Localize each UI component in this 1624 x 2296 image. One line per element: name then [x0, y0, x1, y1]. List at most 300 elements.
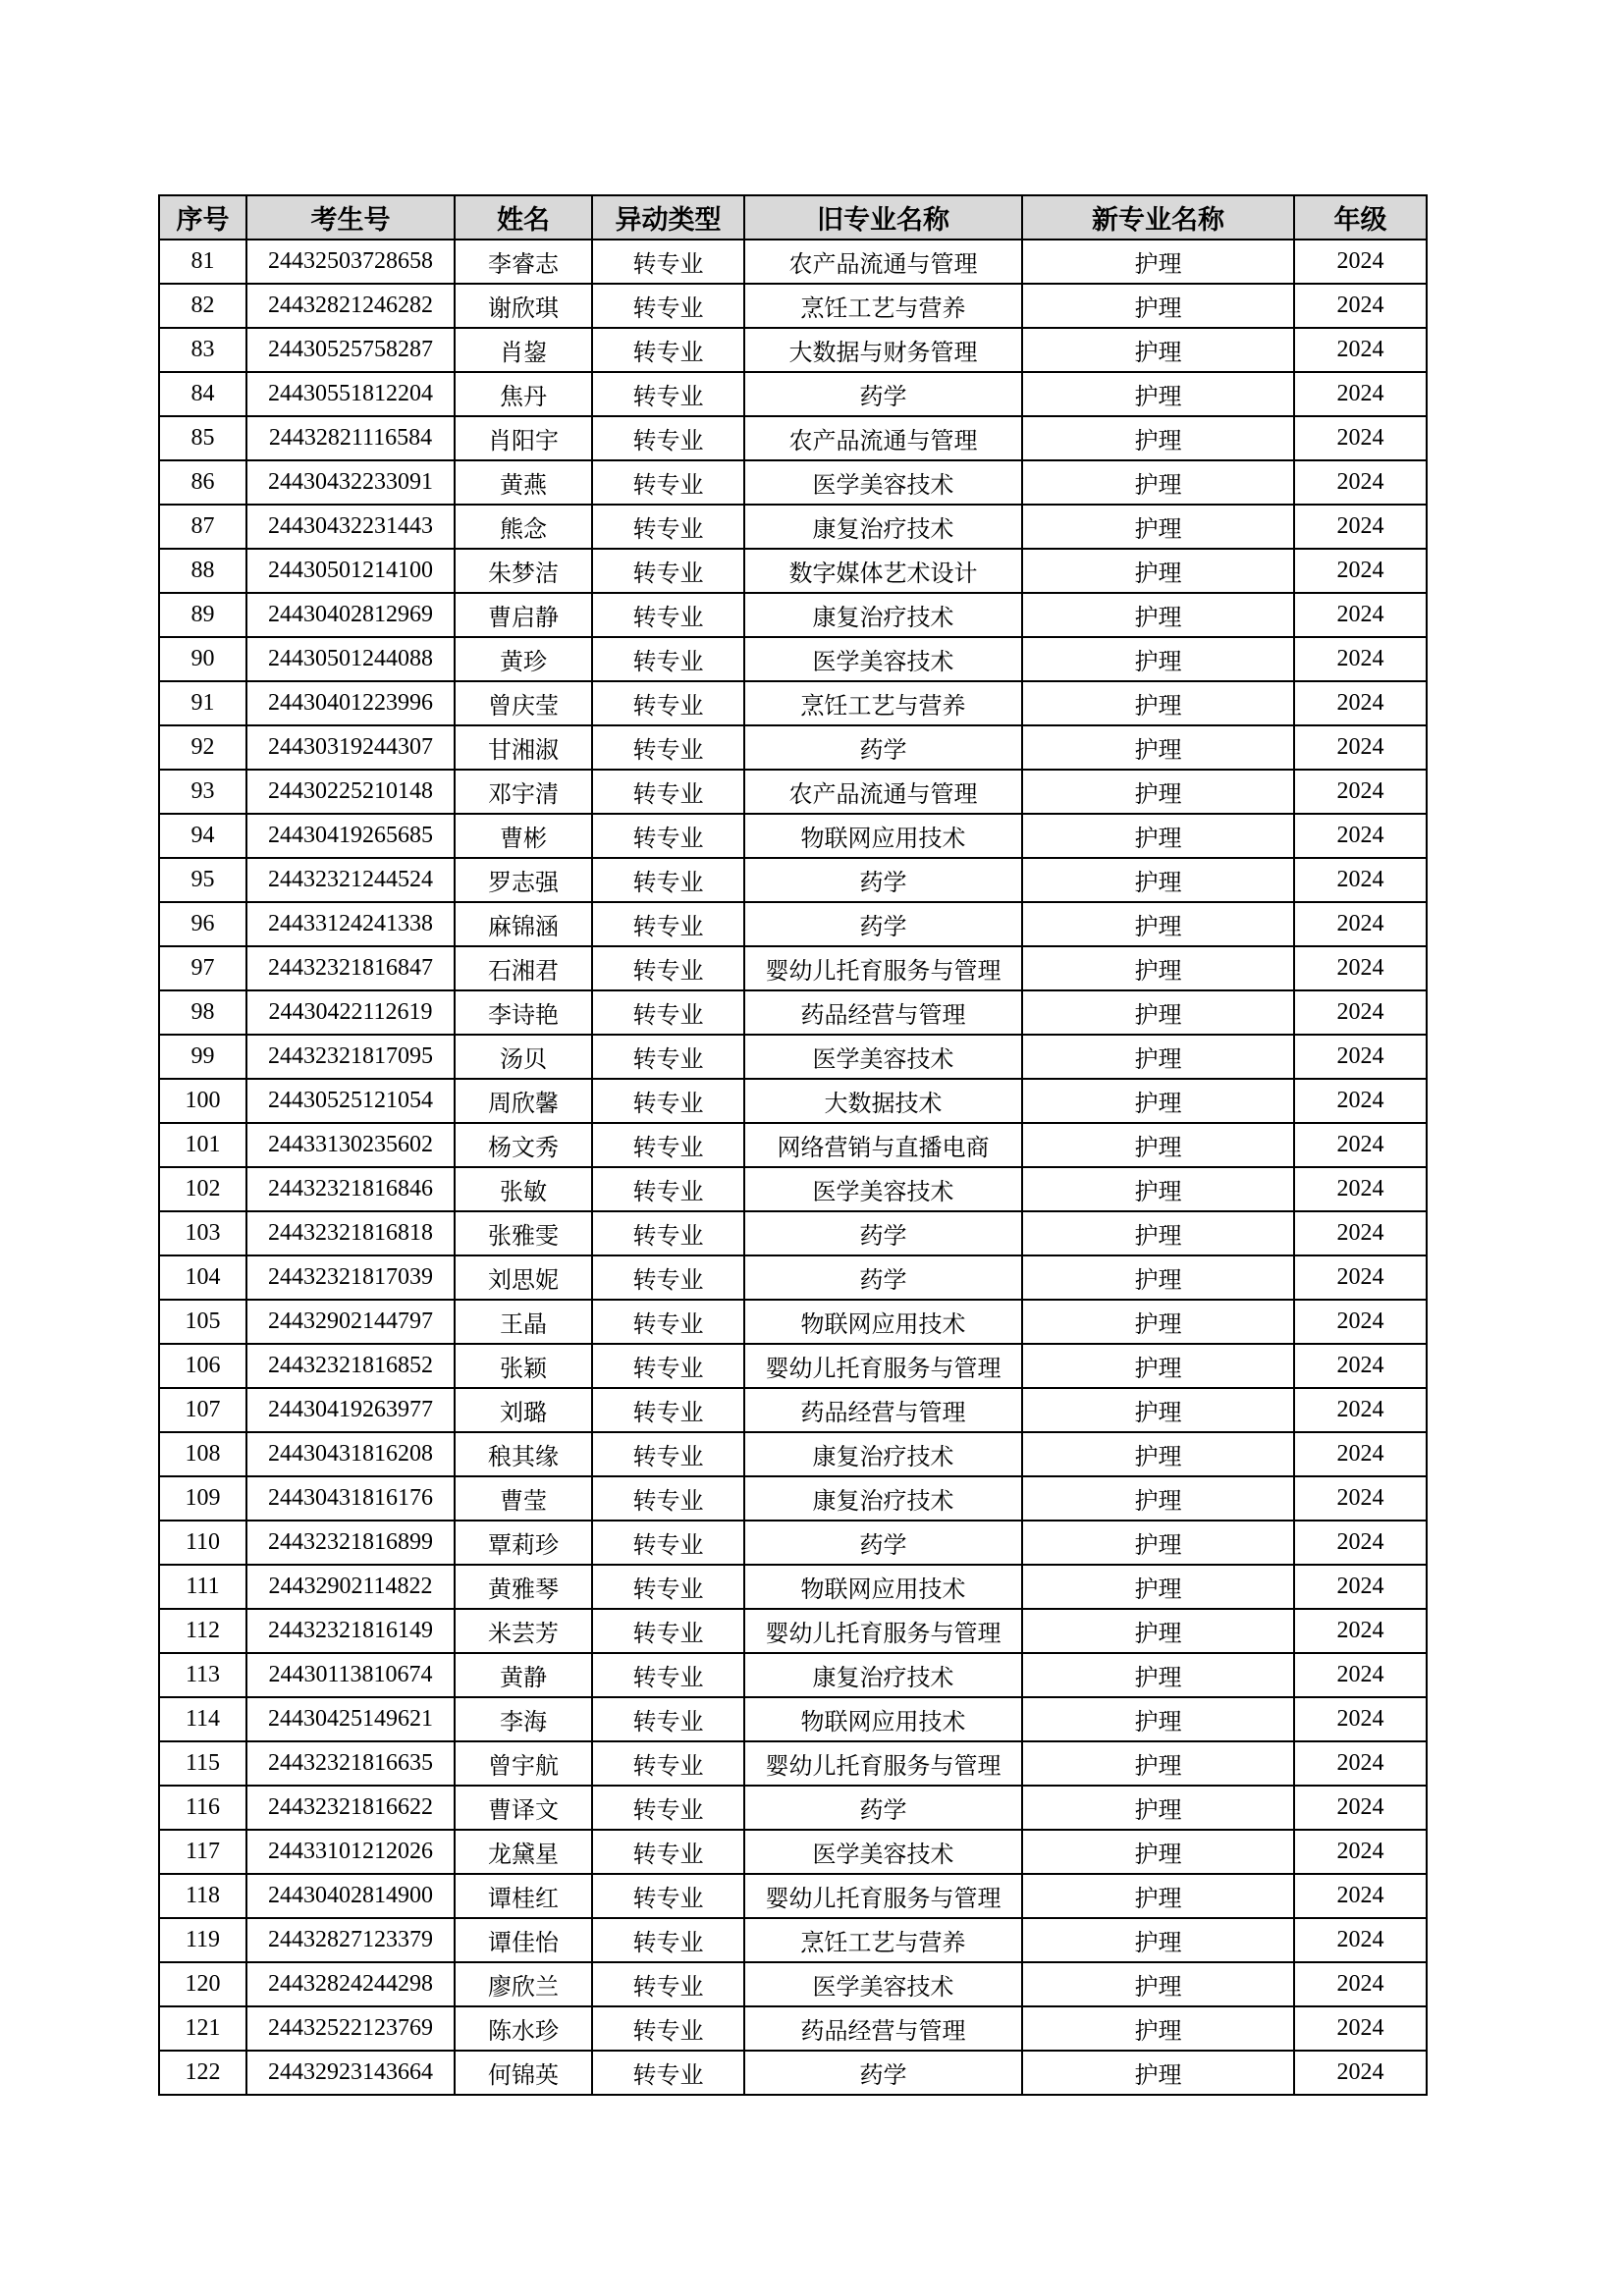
cell-name: 曾庆莹 [455, 681, 592, 725]
cell-old-major: 农产品流通与管理 [744, 240, 1022, 284]
cell-old-major: 农产品流通与管理 [744, 416, 1022, 460]
table-row [159, 1035, 1427, 1079]
cell-name: 王晶 [455, 1300, 592, 1344]
cell-new-major: 护理 [1022, 1653, 1294, 1697]
table-row [159, 1918, 1427, 1962]
cell-name: 曹莹 [455, 1476, 592, 1521]
cell-name: 李诗艳 [455, 990, 592, 1035]
cell-exam-id: 24432321244524 [246, 858, 455, 902]
table-row [159, 416, 1427, 460]
cell-exam-id: 24430432233091 [246, 460, 455, 505]
cell-name: 朱梦洁 [455, 549, 592, 593]
cell-index: 98 [159, 990, 246, 1035]
table-row [159, 637, 1427, 681]
cell-old-major: 康复治疗技术 [744, 1432, 1022, 1476]
table-row [159, 549, 1427, 593]
cell-grade: 2024 [1294, 549, 1427, 593]
table-row [159, 1300, 1427, 1344]
cell-grade: 2024 [1294, 637, 1427, 681]
cell-new-major: 护理 [1022, 1962, 1294, 2006]
table-row [159, 1697, 1427, 1741]
cell-exam-id: 24430402812969 [246, 593, 455, 637]
table-row [159, 240, 1427, 284]
cell-exam-id: 24430425149621 [246, 1697, 455, 1741]
table-row [159, 681, 1427, 725]
cell-new-major: 护理 [1022, 1123, 1294, 1167]
cell-old-major: 药学 [744, 1786, 1022, 1830]
cell-old-major: 物联网应用技术 [744, 1697, 1022, 1741]
cell-old-major: 药学 [744, 902, 1022, 946]
cell-old-major: 婴幼儿托育服务与管理 [744, 946, 1022, 990]
cell-index: 94 [159, 814, 246, 858]
cell-old-major: 物联网应用技术 [744, 814, 1022, 858]
cell-old-major: 药学 [744, 858, 1022, 902]
cell-change-type: 转专业 [592, 1476, 744, 1521]
table-row [159, 990, 1427, 1035]
cell-change-type: 转专业 [592, 505, 744, 549]
cell-grade: 2024 [1294, 770, 1427, 814]
cell-name: 米芸芳 [455, 1609, 592, 1653]
cell-grade: 2024 [1294, 1167, 1427, 1211]
table-row [159, 1388, 1427, 1432]
cell-old-major: 婴幼儿托育服务与管理 [744, 1741, 1022, 1786]
cell-name: 周欣馨 [455, 1079, 592, 1123]
cell-name: 谭佳怡 [455, 1918, 592, 1962]
cell-index: 89 [159, 593, 246, 637]
cell-grade: 2024 [1294, 1741, 1427, 1786]
cell-exam-id: 24432902114822 [246, 1565, 455, 1609]
cell-old-major: 医学美容技术 [744, 1962, 1022, 2006]
cell-old-major: 药学 [744, 1211, 1022, 1255]
cell-index: 102 [159, 1167, 246, 1211]
cell-new-major: 护理 [1022, 1609, 1294, 1653]
cell-change-type: 转专业 [592, 2051, 744, 2095]
cell-exam-id: 24430422112619 [246, 990, 455, 1035]
cell-index: 113 [159, 1653, 246, 1697]
cell-grade: 2024 [1294, 1211, 1427, 1255]
cell-exam-id: 24430525758287 [246, 328, 455, 372]
cell-exam-id: 24432321816847 [246, 946, 455, 990]
cell-index: 103 [159, 1211, 246, 1255]
cell-new-major: 护理 [1022, 416, 1294, 460]
cell-index: 107 [159, 1388, 246, 1432]
cell-exam-id: 24432824244298 [246, 1962, 455, 2006]
cell-old-major: 医学美容技术 [744, 637, 1022, 681]
cell-exam-id: 24430402814900 [246, 1874, 455, 1918]
header-row [159, 195, 1427, 240]
cell-old-major: 物联网应用技术 [744, 1565, 1022, 1609]
cell-change-type: 转专业 [592, 416, 744, 460]
cell-exam-id: 24433124241338 [246, 902, 455, 946]
cell-exam-id: 24430419265685 [246, 814, 455, 858]
cell-name: 熊念 [455, 505, 592, 549]
cell-grade: 2024 [1294, 1918, 1427, 1962]
cell-exam-id: 24432321816635 [246, 1741, 455, 1786]
cell-new-major: 护理 [1022, 1565, 1294, 1609]
cell-exam-id: 24432503728658 [246, 240, 455, 284]
cell-index: 111 [159, 1565, 246, 1609]
cell-change-type: 转专业 [592, 460, 744, 505]
cell-grade: 2024 [1294, 1476, 1427, 1521]
cell-new-major: 护理 [1022, 1874, 1294, 1918]
cell-index: 114 [159, 1697, 246, 1741]
cell-new-major: 护理 [1022, 1079, 1294, 1123]
table-row [159, 328, 1427, 372]
cell-grade: 2024 [1294, 1344, 1427, 1388]
table-row [159, 1079, 1427, 1123]
cell-index: 82 [159, 284, 246, 328]
cell-old-major: 康复治疗技术 [744, 1476, 1022, 1521]
cell-new-major: 护理 [1022, 1521, 1294, 1565]
cell-name: 曹译文 [455, 1786, 592, 1830]
cell-name: 黄燕 [455, 460, 592, 505]
cell-new-major: 护理 [1022, 1035, 1294, 1079]
table-row [159, 1653, 1427, 1697]
cell-exam-id: 24430432231443 [246, 505, 455, 549]
cell-name: 稂其缘 [455, 1432, 592, 1476]
table-row [159, 1874, 1427, 1918]
cell-change-type: 转专业 [592, 549, 744, 593]
cell-name: 黄静 [455, 1653, 592, 1697]
cell-index: 86 [159, 460, 246, 505]
col-header-new-major: 新专业名称 [1022, 195, 1294, 240]
cell-grade: 2024 [1294, 902, 1427, 946]
cell-old-major: 医学美容技术 [744, 1167, 1022, 1211]
cell-new-major: 护理 [1022, 1211, 1294, 1255]
cell-name: 李睿志 [455, 240, 592, 284]
col-header-exam-id: 考生号 [246, 195, 455, 240]
cell-change-type: 转专业 [592, 1432, 744, 1476]
cell-old-major: 医学美容技术 [744, 460, 1022, 505]
cell-index: 121 [159, 2006, 246, 2051]
table-row [159, 1255, 1427, 1300]
cell-old-major: 大数据与财务管理 [744, 328, 1022, 372]
cell-name: 廖欣兰 [455, 1962, 592, 2006]
cell-new-major: 护理 [1022, 770, 1294, 814]
cell-index: 120 [159, 1962, 246, 2006]
cell-grade: 2024 [1294, 681, 1427, 725]
cell-grade: 2024 [1294, 328, 1427, 372]
cell-new-major: 护理 [1022, 1918, 1294, 1962]
cell-old-major: 康复治疗技术 [744, 1653, 1022, 1697]
cell-change-type: 转专业 [592, 284, 744, 328]
cell-exam-id: 24432827123379 [246, 1918, 455, 1962]
cell-change-type: 转专业 [592, 1962, 744, 2006]
table-row [159, 460, 1427, 505]
cell-old-major: 药学 [744, 1255, 1022, 1300]
cell-exam-id: 24430431816208 [246, 1432, 455, 1476]
cell-old-major: 药学 [744, 725, 1022, 770]
cell-change-type: 转专业 [592, 1521, 744, 1565]
cell-index: 119 [159, 1918, 246, 1962]
cell-grade: 2024 [1294, 858, 1427, 902]
cell-name: 陈水珍 [455, 2006, 592, 2051]
cell-change-type: 转专业 [592, 1697, 744, 1741]
col-header-name: 姓名 [455, 195, 592, 240]
cell-exam-id: 24430419263977 [246, 1388, 455, 1432]
cell-new-major: 护理 [1022, 681, 1294, 725]
cell-change-type: 转专业 [592, 814, 744, 858]
cell-grade: 2024 [1294, 1079, 1427, 1123]
cell-change-type: 转专业 [592, 1300, 744, 1344]
cell-old-major: 婴幼儿托育服务与管理 [744, 1874, 1022, 1918]
cell-change-type: 转专业 [592, 1167, 744, 1211]
cell-change-type: 转专业 [592, 1344, 744, 1388]
table-row [159, 1123, 1427, 1167]
cell-grade: 2024 [1294, 1521, 1427, 1565]
cell-change-type: 转专业 [592, 770, 744, 814]
cell-exam-id: 24433101212026 [246, 1830, 455, 1874]
cell-index: 116 [159, 1786, 246, 1830]
cell-new-major: 护理 [1022, 902, 1294, 946]
cell-exam-id: 24430551812204 [246, 372, 455, 416]
cell-old-major: 烹饪工艺与营养 [744, 681, 1022, 725]
cell-change-type: 转专业 [592, 1609, 744, 1653]
cell-old-major: 烹饪工艺与营养 [744, 284, 1022, 328]
cell-new-major: 护理 [1022, 549, 1294, 593]
cell-name: 谭桂红 [455, 1874, 592, 1918]
cell-index: 108 [159, 1432, 246, 1476]
cell-new-major: 护理 [1022, 1167, 1294, 1211]
cell-name: 肖阳宇 [455, 416, 592, 460]
cell-index: 100 [159, 1079, 246, 1123]
cell-new-major: 护理 [1022, 858, 1294, 902]
cell-grade: 2024 [1294, 1565, 1427, 1609]
cell-change-type: 转专业 [592, 1211, 744, 1255]
cell-new-major: 护理 [1022, 946, 1294, 990]
cell-index: 88 [159, 549, 246, 593]
cell-exam-id: 24432321816818 [246, 1211, 455, 1255]
cell-change-type: 转专业 [592, 1035, 744, 1079]
cell-grade: 2024 [1294, 1388, 1427, 1432]
cell-index: 84 [159, 372, 246, 416]
table-row [159, 858, 1427, 902]
cell-change-type: 转专业 [592, 902, 744, 946]
cell-index: 97 [159, 946, 246, 990]
cell-new-major: 护理 [1022, 990, 1294, 1035]
cell-exam-id: 24432821116584 [246, 416, 455, 460]
cell-exam-id: 24432321816899 [246, 1521, 455, 1565]
cell-old-major: 网络营销与直播电商 [744, 1123, 1022, 1167]
table-row [159, 725, 1427, 770]
cell-index: 112 [159, 1609, 246, 1653]
table-row [159, 1609, 1427, 1653]
cell-change-type: 转专业 [592, 1786, 744, 1830]
cell-change-type: 转专业 [592, 637, 744, 681]
cell-index: 81 [159, 240, 246, 284]
cell-name: 麻锦涵 [455, 902, 592, 946]
table-row [159, 372, 1427, 416]
col-header-index: 序号 [159, 195, 246, 240]
cell-grade: 2024 [1294, 1609, 1427, 1653]
cell-name: 刘璐 [455, 1388, 592, 1432]
table-row [159, 902, 1427, 946]
cell-name: 龙黛星 [455, 1830, 592, 1874]
cell-index: 92 [159, 725, 246, 770]
cell-grade: 2024 [1294, 416, 1427, 460]
cell-change-type: 转专业 [592, 725, 744, 770]
cell-new-major: 护理 [1022, 725, 1294, 770]
cell-exam-id: 24430525121054 [246, 1079, 455, 1123]
cell-name: 刘思妮 [455, 1255, 592, 1300]
cell-old-major: 康复治疗技术 [744, 505, 1022, 549]
table-row [159, 770, 1427, 814]
cell-index: 91 [159, 681, 246, 725]
cell-index: 96 [159, 902, 246, 946]
cell-name: 邓宇清 [455, 770, 592, 814]
cell-grade: 2024 [1294, 1874, 1427, 1918]
cell-change-type: 转专业 [592, 681, 744, 725]
cell-name: 覃莉珍 [455, 1521, 592, 1565]
cell-exam-id: 24432321816622 [246, 1786, 455, 1830]
cell-old-major: 康复治疗技术 [744, 593, 1022, 637]
cell-new-major: 护理 [1022, 637, 1294, 681]
cell-change-type: 转专业 [592, 1079, 744, 1123]
cell-grade: 2024 [1294, 1830, 1427, 1874]
cell-grade: 2024 [1294, 1962, 1427, 2006]
cell-new-major: 护理 [1022, 1432, 1294, 1476]
cell-old-major: 药品经营与管理 [744, 990, 1022, 1035]
table-row [159, 1565, 1427, 1609]
cell-name: 罗志强 [455, 858, 592, 902]
cell-change-type: 转专业 [592, 372, 744, 416]
col-header-old-major: 旧专业名称 [744, 195, 1022, 240]
cell-change-type: 转专业 [592, 990, 744, 1035]
cell-old-major: 物联网应用技术 [744, 1300, 1022, 1344]
col-header-change-type: 异动类型 [592, 195, 744, 240]
cell-old-major: 医学美容技术 [744, 1035, 1022, 1079]
cell-new-major: 护理 [1022, 328, 1294, 372]
cell-change-type: 转专业 [592, 1830, 744, 1874]
cell-name: 何锦英 [455, 2051, 592, 2095]
cell-new-major: 护理 [1022, 505, 1294, 549]
table-row [159, 1741, 1427, 1786]
cell-new-major: 护理 [1022, 240, 1294, 284]
cell-index: 105 [159, 1300, 246, 1344]
cell-name: 谢欣琪 [455, 284, 592, 328]
cell-grade: 2024 [1294, 2051, 1427, 2095]
cell-name: 焦丹 [455, 372, 592, 416]
cell-exam-id: 24432902144797 [246, 1300, 455, 1344]
cell-name: 肖鋆 [455, 328, 592, 372]
cell-grade: 2024 [1294, 1035, 1427, 1079]
cell-exam-id: 24430431816176 [246, 1476, 455, 1521]
cell-new-major: 护理 [1022, 814, 1294, 858]
cell-new-major: 护理 [1022, 1388, 1294, 1432]
cell-old-major: 农产品流通与管理 [744, 770, 1022, 814]
cell-change-type: 转专业 [592, 1565, 744, 1609]
cell-change-type: 转专业 [592, 1741, 744, 1786]
cell-index: 95 [159, 858, 246, 902]
cell-index: 117 [159, 1830, 246, 1874]
table-row [159, 1344, 1427, 1388]
cell-new-major: 护理 [1022, 1344, 1294, 1388]
cell-name: 黄雅琴 [455, 1565, 592, 1609]
cell-new-major: 护理 [1022, 1830, 1294, 1874]
table-row [159, 1211, 1427, 1255]
cell-grade: 2024 [1294, 1300, 1427, 1344]
cell-grade: 2024 [1294, 1697, 1427, 1741]
cell-index: 93 [159, 770, 246, 814]
table-row [159, 505, 1427, 549]
cell-exam-id: 24432321816852 [246, 1344, 455, 1388]
table-row [159, 284, 1427, 328]
cell-index: 122 [159, 2051, 246, 2095]
cell-grade: 2024 [1294, 372, 1427, 416]
cell-grade: 2024 [1294, 240, 1427, 284]
cell-name: 张雅雯 [455, 1211, 592, 1255]
cell-change-type: 转专业 [592, 1918, 744, 1962]
cell-exam-id: 24430113810674 [246, 1653, 455, 1697]
table-row [159, 1521, 1427, 1565]
cell-change-type: 转专业 [592, 1123, 744, 1167]
student-transfer-table [158, 194, 1428, 2096]
cell-new-major: 护理 [1022, 2051, 1294, 2095]
cell-new-major: 护理 [1022, 284, 1294, 328]
cell-new-major: 护理 [1022, 1300, 1294, 1344]
cell-index: 109 [159, 1476, 246, 1521]
cell-exam-id: 24432923143664 [246, 2051, 455, 2095]
cell-change-type: 转专业 [592, 2006, 744, 2051]
cell-name: 黄珍 [455, 637, 592, 681]
cell-index: 110 [159, 1521, 246, 1565]
cell-new-major: 护理 [1022, 372, 1294, 416]
table-row [159, 946, 1427, 990]
cell-exam-id: 24430319244307 [246, 725, 455, 770]
cell-exam-id: 24432321817095 [246, 1035, 455, 1079]
cell-old-major: 烹饪工艺与营养 [744, 1918, 1022, 1962]
cell-grade: 2024 [1294, 1432, 1427, 1476]
cell-grade: 2024 [1294, 460, 1427, 505]
cell-old-major: 大数据技术 [744, 1079, 1022, 1123]
cell-old-major: 药品经营与管理 [744, 2006, 1022, 2051]
table-row [159, 2006, 1427, 2051]
cell-exam-id: 24433130235602 [246, 1123, 455, 1167]
cell-old-major: 婴幼儿托育服务与管理 [744, 1609, 1022, 1653]
cell-name: 曹彬 [455, 814, 592, 858]
cell-old-major: 药学 [744, 372, 1022, 416]
cell-grade: 2024 [1294, 505, 1427, 549]
cell-exam-id: 24432821246282 [246, 284, 455, 328]
cell-change-type: 转专业 [592, 1255, 744, 1300]
cell-grade: 2024 [1294, 1123, 1427, 1167]
cell-name: 汤贝 [455, 1035, 592, 1079]
cell-grade: 2024 [1294, 593, 1427, 637]
table-row [159, 593, 1427, 637]
cell-exam-id: 24430501244088 [246, 637, 455, 681]
cell-name: 杨文秀 [455, 1123, 592, 1167]
cell-grade: 2024 [1294, 284, 1427, 328]
cell-name: 石湘君 [455, 946, 592, 990]
cell-index: 83 [159, 328, 246, 372]
cell-grade: 2024 [1294, 1653, 1427, 1697]
cell-exam-id: 24430401223996 [246, 681, 455, 725]
cell-change-type: 转专业 [592, 946, 744, 990]
cell-change-type: 转专业 [592, 240, 744, 284]
cell-new-major: 护理 [1022, 1476, 1294, 1521]
cell-name: 曹启静 [455, 593, 592, 637]
cell-new-major: 护理 [1022, 1741, 1294, 1786]
cell-exam-id: 24430225210148 [246, 770, 455, 814]
cell-old-major: 药学 [744, 1521, 1022, 1565]
cell-index: 101 [159, 1123, 246, 1167]
cell-name: 曾宇航 [455, 1741, 592, 1786]
col-header-grade: 年级 [1294, 195, 1427, 240]
cell-grade: 2024 [1294, 1255, 1427, 1300]
cell-old-major: 药品经营与管理 [744, 1388, 1022, 1432]
cell-new-major: 护理 [1022, 1697, 1294, 1741]
cell-old-major: 婴幼儿托育服务与管理 [744, 1344, 1022, 1388]
